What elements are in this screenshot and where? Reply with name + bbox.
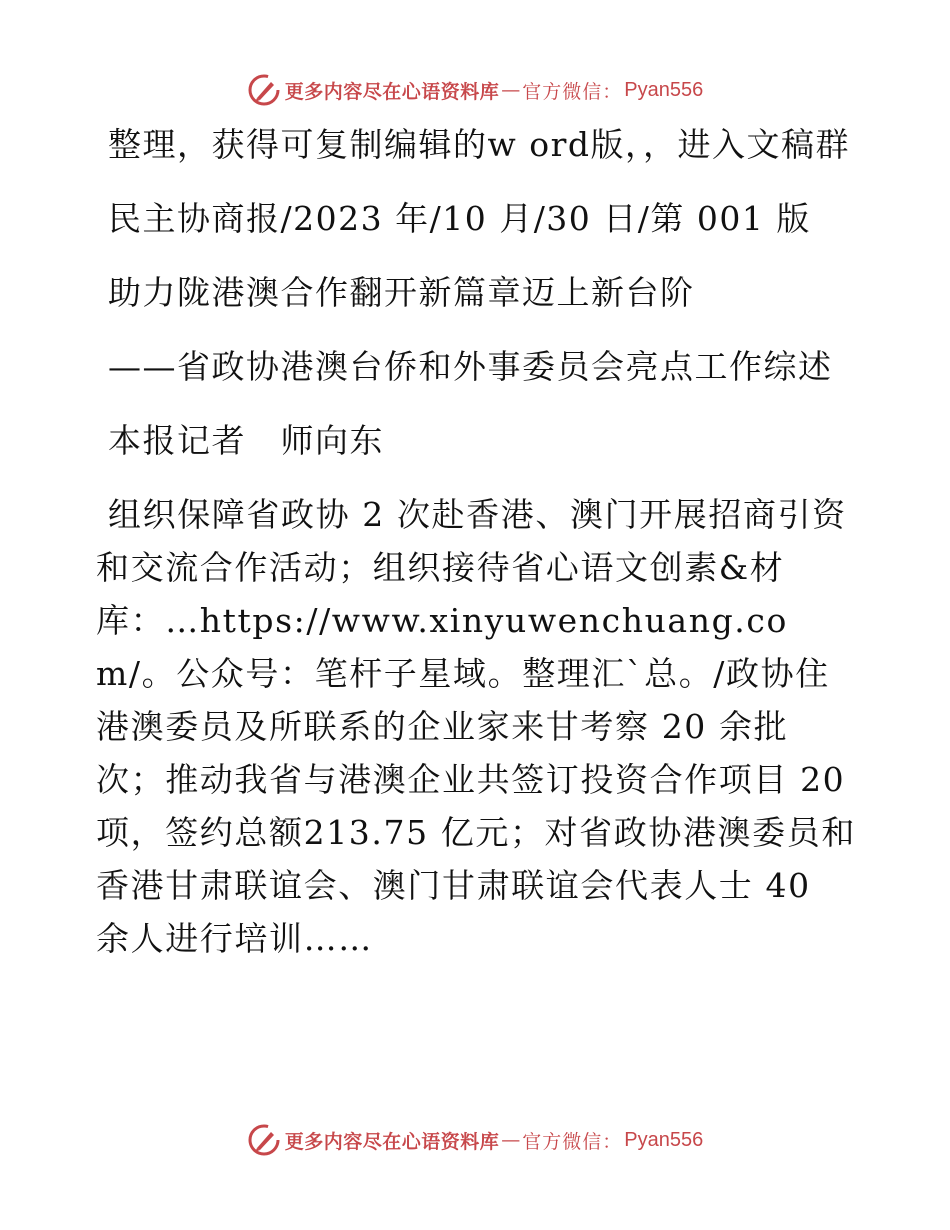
footer-banner bbox=[0, 1120, 950, 1160]
byline: 本报记者 师向东 bbox=[108, 421, 384, 460]
intro-note: 整理，获得可复制编辑的w ord版，，进入文稿群 bbox=[108, 125, 851, 164]
document-content bbox=[96, 118, 856, 986]
header-banner bbox=[0, 70, 950, 110]
footer-banner-wechat-label: 官方微信： bbox=[522, 1130, 623, 1153]
source-line: 民主协商报/2023 年/10 月/30 日/第 001 版 bbox=[108, 199, 811, 238]
article-body: 组织保障省政协 2 次赴香港、澳门开展招商引资和交流合作活动；组织接待省心语文创素&材库：…https://www.xinyuwenchuang.com/。公众号：笔杆子星域。整理汇`总。/政协住港澳委员及所联系的企业家来甘考察 20 余批次；推动我省与港澳企业共签订投资合作项目 20 项，签约总额213.75 亿元；对省政协港澳委员和香港甘肃联谊会、澳门甘肃联谊会代表人士 40 余人进行培训…… bbox=[96, 495, 856, 958]
banner-main-text: 更多内容尽在心语资料库 bbox=[284, 80, 500, 103]
article-title: 助力陇港澳合作翻开新篇章迈上新台阶 bbox=[108, 273, 695, 312]
footer-banner-main-text: 更多内容尽在心语资料库 bbox=[284, 1130, 500, 1153]
article-subtitle: ——省政协港澳台侨和外事委员会亮点工作综述 bbox=[108, 347, 833, 386]
banner-separator: — bbox=[501, 79, 521, 101]
footer-banner-separator: — bbox=[501, 1129, 521, 1151]
pen-logo-icon bbox=[247, 73, 281, 107]
pen-logo-icon bbox=[247, 1123, 281, 1157]
banner-wechat-label: 官方微信： bbox=[522, 80, 623, 103]
banner-wechat-id: Pyan556 bbox=[624, 78, 704, 101]
footer-banner-wechat-id: Pyan556 bbox=[624, 1128, 704, 1151]
